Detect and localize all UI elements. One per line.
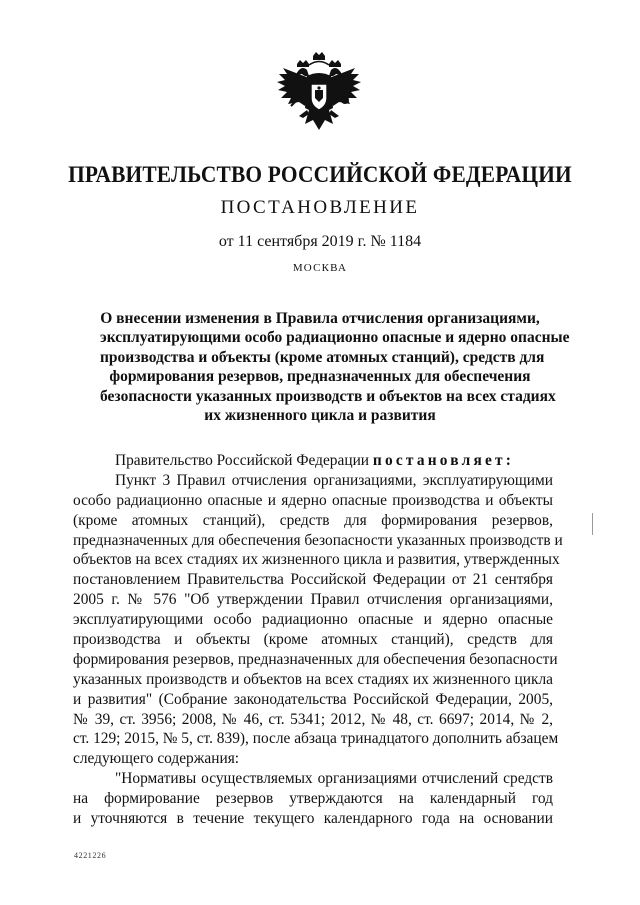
body-line: 2005 г. № 576 "Об утверждении Правил отчисления организациями, [73, 591, 553, 609]
body-line: "Нормативы осуществляемых организациями отчислений средств [115, 770, 553, 788]
heading-line: О внесении изменения в Правила отчисления организациями, [100, 310, 540, 327]
document-heading [100, 309, 570, 425]
document-type: ПОСТАНОВЛЕНИЕ [220, 197, 420, 218]
body-line: и уточняются в течение текущего календарного года на основании [73, 810, 553, 828]
preamble-emphasis: постановляет: [372, 452, 515, 469]
body-line: предназначенных для обеспечения безопасности указанных производств и [73, 531, 563, 549]
document-body [73, 451, 563, 829]
body-line: указанных производств и объектов на всех стадиях их жизненного цикла [73, 670, 553, 688]
scan-margin-mark [592, 513, 593, 535]
heading-line: безопасности указанных производств и объектов на всех стадиях [100, 387, 556, 405]
document-code: 4221226 [74, 851, 107, 860]
body-line: объектов на всех стадиях их жизненного цикла и развития, утвержденных [73, 551, 560, 569]
heading-line: формирования резервов, предназначенных для обеспечения [109, 368, 531, 386]
heading-line: производства и объекты (кроме атомных станций), средств для [100, 348, 545, 366]
body-line: ст. 129; 2015, № 5, ст. 839), после абзаца тринадцатого дополнить абзацем [73, 730, 559, 748]
body-line: и развития" (Собрание законодательства Российской Федерации, 2005, [73, 690, 553, 708]
body-line: № 39, ст. 3956; 2008, № 46, ст. 5341; 2012, № 48, ст. 6697; 2014, № 2, [73, 710, 553, 728]
body-line: на формирование резервов утверждаются на календарный год [73, 790, 553, 808]
coat-of-arms-emblem [269, 50, 369, 150]
government-title: ПРАВИТЕЛЬСТВО РОССИЙСКОЙ ФЕДЕРАЦИИ [68, 162, 572, 187]
preamble-line [73, 451, 553, 471]
body-line: (кроме атомных станций), средств для формирования резервов, [73, 511, 553, 529]
body-line: формирования резервов, предназначенных для обеспечения безопасности [73, 650, 558, 668]
body-line: постановлением Правительства Российской Федерации от 21 сентября [73, 571, 553, 589]
body-line: производства и объекты (кроме атомных станций), средств для [73, 631, 553, 649]
heading-line: эксплуатирующими особо радиационно опасные и ядерно опасные [100, 329, 570, 347]
preamble-text: Правительство Российской Федерации [115, 452, 373, 469]
body-line: эксплуатирующими особо радиационно опасные и ядерно опасные [73, 611, 553, 629]
body-line: следующего содержания: [73, 750, 240, 768]
document-city: МОСКВА [292, 262, 348, 274]
body-line: особо радиационно опасные и ядерно опасные производства и объекты [73, 491, 553, 509]
body-line: Пункт 3 Правил отчисления организациями, эксплуатирующими [115, 471, 553, 489]
heading-line: их жизненного цикла и развития [204, 407, 436, 425]
document-date-number: от 11 сентября 2019 г. № 1184 [218, 233, 422, 250]
